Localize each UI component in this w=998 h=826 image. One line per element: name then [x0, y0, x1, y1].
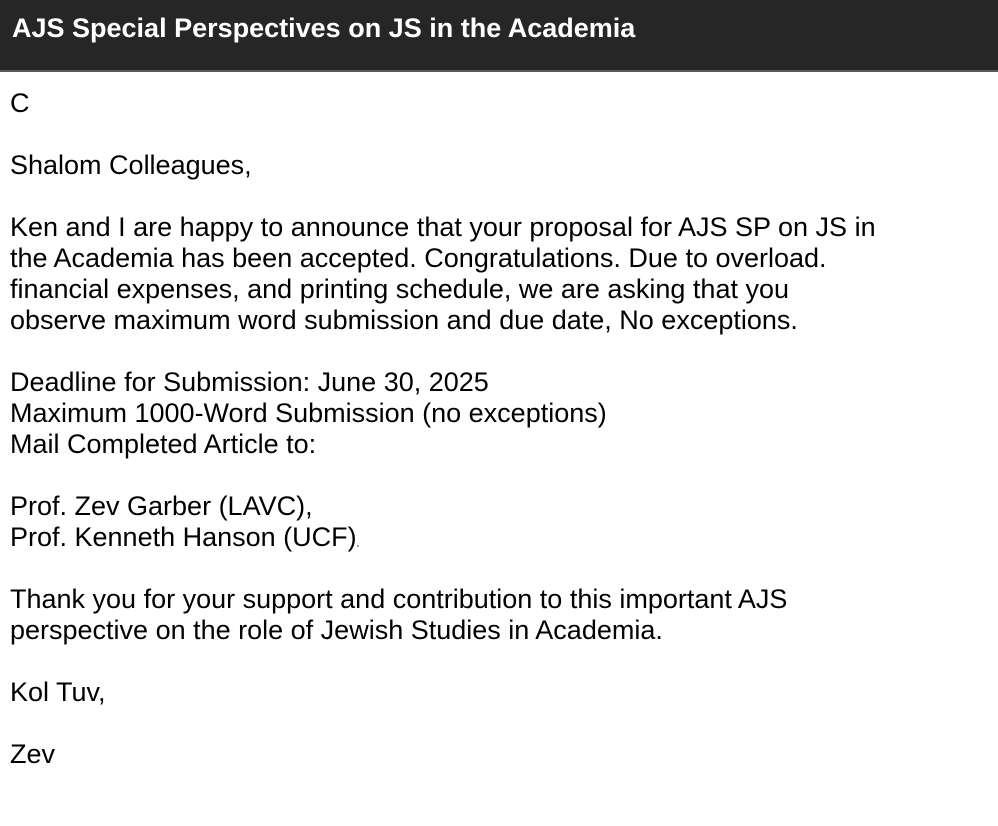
paragraph-line: Thank you for your support and contribution to this important AJS [10, 584, 788, 614]
message-body [10, 88, 985, 770]
recipient-second [10, 522, 985, 553]
window-title: AJS Special Perspectives on JS in the Academia [12, 13, 636, 43]
paragraph-line: financial expenses, and printing schedule, we are asking that you [10, 274, 789, 304]
mail-to-line: Mail Completed Article to: [10, 429, 317, 459]
title-bar [0, 0, 998, 72]
paragraph-line: the Academia has been accepted. Congratulations. Due to overload. [10, 243, 827, 273]
deadline-line: Deadline for Submission: June 30, 2025 [10, 367, 489, 397]
closing: Kol Tuv, [10, 677, 106, 707]
paragraph-line: observe maximum word submission and due date, No exceptions. [10, 305, 798, 335]
recipient-second-comma: , [356, 538, 360, 548]
paragraph-line: Ken and I are happy to announce that your proposal for AJS SP on JS in [10, 212, 876, 242]
signature: Zev [10, 739, 56, 769]
recipient-first: Prof. Zev Garber (LAVC), [10, 491, 313, 521]
paragraph-line: perspective on the role of Jewish Studies in Academia. [10, 615, 663, 645]
recipient-second-text: Prof. Kenneth Hanson (UCF) [10, 522, 357, 552]
message-initial: C [10, 88, 30, 118]
word-limit-line: Maximum 1000-Word Submission (no exceptions) [10, 398, 607, 428]
greeting: Shalom Colleagues, [10, 150, 252, 180]
